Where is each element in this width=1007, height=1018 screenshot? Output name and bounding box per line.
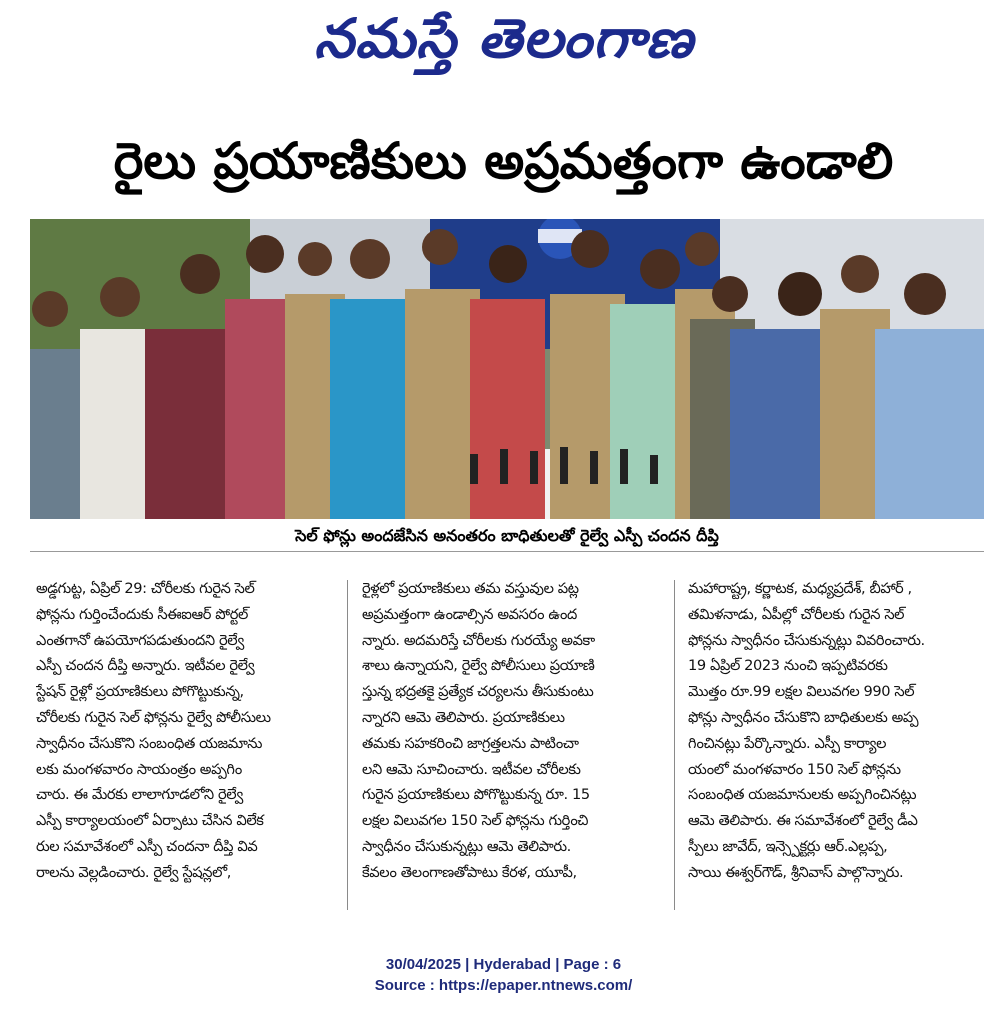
text-line: స్టేషన్ రైళ్లో ప్రయాణికులు పోగొట్టుకున్న, [36,683,244,701]
text-line: ఎస్పీ చందన దీప్తి అన్నారు. ఇటీవల రైల్వే [36,657,255,675]
text-line: అప్రమత్తంగా ఉండాల్సిన అవసరం ఉంద [362,605,577,623]
article-column-3 [688,576,980,916]
edition-info: 30/04/2025 | Hyderabad | Page : 6 [385,956,622,973]
photo-caption: సెల్ ఫోన్లు అందజేసిన అనంతరం బాధితులతో రైల్వే ఎస్పీ చందన దీప్తి [295,526,719,545]
page-footer [0,954,1007,996]
text-line: లని ఆమె సూచించారు. ఇటీవల చోరీలకు [362,760,581,778]
text-line: మొత్తం రూ.99 లక్షల విలువగల 990 సెల్ [688,683,915,701]
text-line: శాలు ఉన్నాయని, రైల్వే పోలీసులు ప్రయాణి [362,657,595,675]
caption-bar [30,521,984,552]
text-line: స్వాధీనం చేసుకొని సంబంధిత యజమాను [36,734,262,752]
press-photo [30,219,984,519]
masthead [0,0,1007,80]
text-line: రుల సమావేశంలో ఎస్పీ చందనా దీప్తి వివ [36,837,258,855]
column-divider [674,580,675,910]
text-line: ఫోన్లు స్వాధీనం చేసుకొని బాధితులకు అప్ప [688,708,919,726]
text-line: సాయి ఈశ్వర్‌గౌడ్, శ్రీనివాస్ పాల్గొన్నారు. [688,863,904,881]
text-line: కేవలం తెలంగాణతోపాటు కేరళ, యూపీ, [362,863,577,881]
column-divider [347,580,348,910]
text-line: యంలో మంగళవారం 150 సెల్ ఫోన్లను [688,760,901,778]
text-line: రైళ్లలో ప్రయాణికులు తమ వస్తువుల పట్ల [362,580,579,597]
text-line: లకు మంగళవారం సాయంత్రం అప్పగిం [36,760,242,778]
article-column-2 [362,576,654,916]
text-line: న్నారు. అదమరిస్తే చోరీలకు గురయ్యే అవకా [362,631,595,649]
text-line: గురైన ప్రయాణికులు పోగొట్టుకున్న రూ. 15 [362,786,590,804]
text-line: 19 ఏప్రిల్ 2023 నుంచి ఇప్పటివరకు [688,657,888,675]
text-line: సంబంధిత యజమానులకు అప్పగించినట్లు [688,786,917,804]
text-line: ఎస్పీ కార్యాలయంలో ఏర్పాటు చేసిన విలేక [36,812,264,830]
newspaper-logo: నమస్తే తెలంగాణ [313,7,694,70]
text-line: అడ్డగుట్ట, ఏప్రిల్ 29: చోరీలకు గురైన సెల్ [36,580,255,597]
text-line: స్పీలు జావేద్, ఇన్స్పెక్టర్లు ఆర్.ఎల్లప్ప, [688,837,888,855]
text-line: తమకు సహకరించి జాగ్రత్తలను పాటించా [362,734,579,752]
text-line: స్వాధీనం చేసుకున్నట్లు ఆమె తెలిపారు. [362,837,571,855]
text-line: చారు. ఈ మేరకు లాలాగూడలోని రైల్వే [36,786,243,804]
text-line: రాలను వెల్లడించారు. రైల్వే స్టేషన్లలో, [36,863,232,881]
text-line: ఫోన్లను స్వాధీనం చేసుకున్నట్లు వివరించారు. [688,631,925,649]
headline: రైలు ప్రయాణికులు అప్రమత్తంగా ఉండాలి [113,132,894,190]
text-line: ఆమె తెలిపారు. ఈ సమావేశంలో రైల్వే డీఎ [688,812,918,830]
text-line: చోరీలకు గురైన సెల్ ఫోన్లను రైల్వే పోలీసులు [36,708,271,726]
text-line: న్నారని ఆమె తెలిపారు. ప్రయాణికులు [362,708,565,726]
article-body [36,576,984,916]
source-link[interactable]: Source : https://epaper.ntnews.com/ [374,977,633,994]
text-line: లక్షల విలువగల 150 సెల్ ఫోన్లను గుర్తించి [362,812,589,830]
photo-illustration [30,219,984,519]
text-line: గించినట్లు పేర్కొన్నారు. ఎస్పీ కార్యాల [688,734,887,752]
text-line: ఎంతగానో ఉపయోగపడుతుందని రైల్వే [36,631,244,649]
text-line: తమిళనాడు, ఏపీల్లో చోరీలకు గురైన సెల్ [688,605,905,623]
article-column-1 [36,576,328,916]
text-line: స్తున్న భద్రతకై ప్రత్యేక చర్యలను తీసుకుంటు [362,683,594,701]
text-line: ఫోన్లను గుర్తించేందుకు సీఈఐఆర్ పోర్టల్ [36,605,248,623]
text-line: మహారాష్ట్ర, కర్ణాటక, మధ్యప్రదేశ్, బీహార్ , [688,580,912,597]
